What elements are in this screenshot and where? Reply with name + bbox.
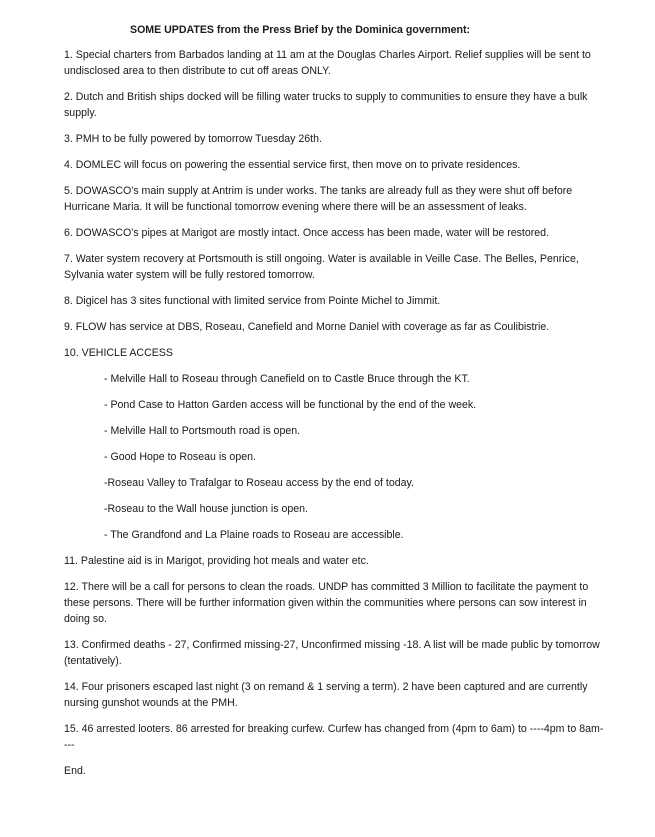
vehicle-access-item: - Melville Hall to Portsmouth road is open. [104,425,301,437]
update-item-4: 4. DOMLEC will focus on powering the essential service first, then move on to private residences. [64,159,521,171]
update-item-9: 9. FLOW has service at DBS, Roseau, Canefield and Morne Daniel with coverage as far as Coulibistrie. [64,321,550,333]
vehicle-access-list [64,371,605,543]
update-item-12: 12. There will be a call for persons to clean the roads. UNDP has committed 3 Million to facilitate the payment to these persons. There will be further information given within the communities where persons can sow interest in doing so. [64,581,589,625]
update-item-7: 7. Water system recovery at Portsmouth is still ongoing. Water is available in Veille Case. The Belles, Penrice, Sylvania water system will be fully restored tomorrow. [64,253,579,281]
update-item-13: 13. Confirmed deaths - 27, Confirmed missing-27, Unconfirmed missing -18. A list will be made public by tomorrow (tentatively). [64,639,600,667]
update-item-8: 8. Digicel has 3 sites functional with limited service from Pointe Michel to Jimmit. [64,295,441,307]
vehicle-access-item: - Good Hope to Roseau is open. [104,451,256,463]
document-title: SOME UPDATES from the Press Brief by the Dominica government: [130,24,471,36]
update-item-6: 6. DOWASCO's pipes at Marigot are mostly intact. Once access has been made, water will be restored. [64,227,550,239]
document-end: End. [64,765,86,777]
vehicle-access-item: - The Grandfond and La Plaine roads to Roseau are accessible. [104,529,404,541]
update-item-11: 11. Palestine aid is in Marigot, providing hot meals and water etc. [64,555,369,567]
vehicle-access-item: - Melville Hall to Roseau through Canefield on to Castle Bruce through the KT. [104,373,470,385]
update-item-3: 3. PMH to be fully powered by tomorrow Tuesday 26th. [64,133,322,145]
vehicle-access-item: -Roseau to the Wall house junction is open. [104,503,308,515]
vehicle-access-item: - Pond Case to Hatton Garden access will be functional by the end of the week. [104,399,477,411]
update-item-5: 5. DOWASCO's main supply at Antrim is under works. The tanks are already full as they were shut off before Hurricane Maria. It will be functional tomorrow evening where there will be an assessment of leaks. [64,185,573,213]
update-item-2: 2. Dutch and British ships docked will be filling water trucks to supply to communities to ensure they have a bulk supply. [64,91,588,119]
update-item-15: 15. 46 arrested looters. 86 arrested for breaking curfew. Curfew has changed from (4pm to 6am) to ----4pm to 8am---- [64,723,604,751]
update-item-1: 1. Special charters from Barbados landing at 11 am at the Douglas Charles Airport. Relief supplies will be sent to undisclosed area to then distribute to cut off areas ONLY. [64,49,591,77]
update-item-14: 14. Four prisoners escaped last night (3 on remand & 1 serving a term). 2 have been captured and are currently nursing gunshot wounds at the PMH. [64,681,588,709]
update-list [64,47,605,753]
update-item-10-heading: 10. VEHICLE ACCESS [64,347,173,359]
vehicle-access-item: -Roseau Valley to Trafalgar to Roseau access by the end of today. [104,477,414,489]
